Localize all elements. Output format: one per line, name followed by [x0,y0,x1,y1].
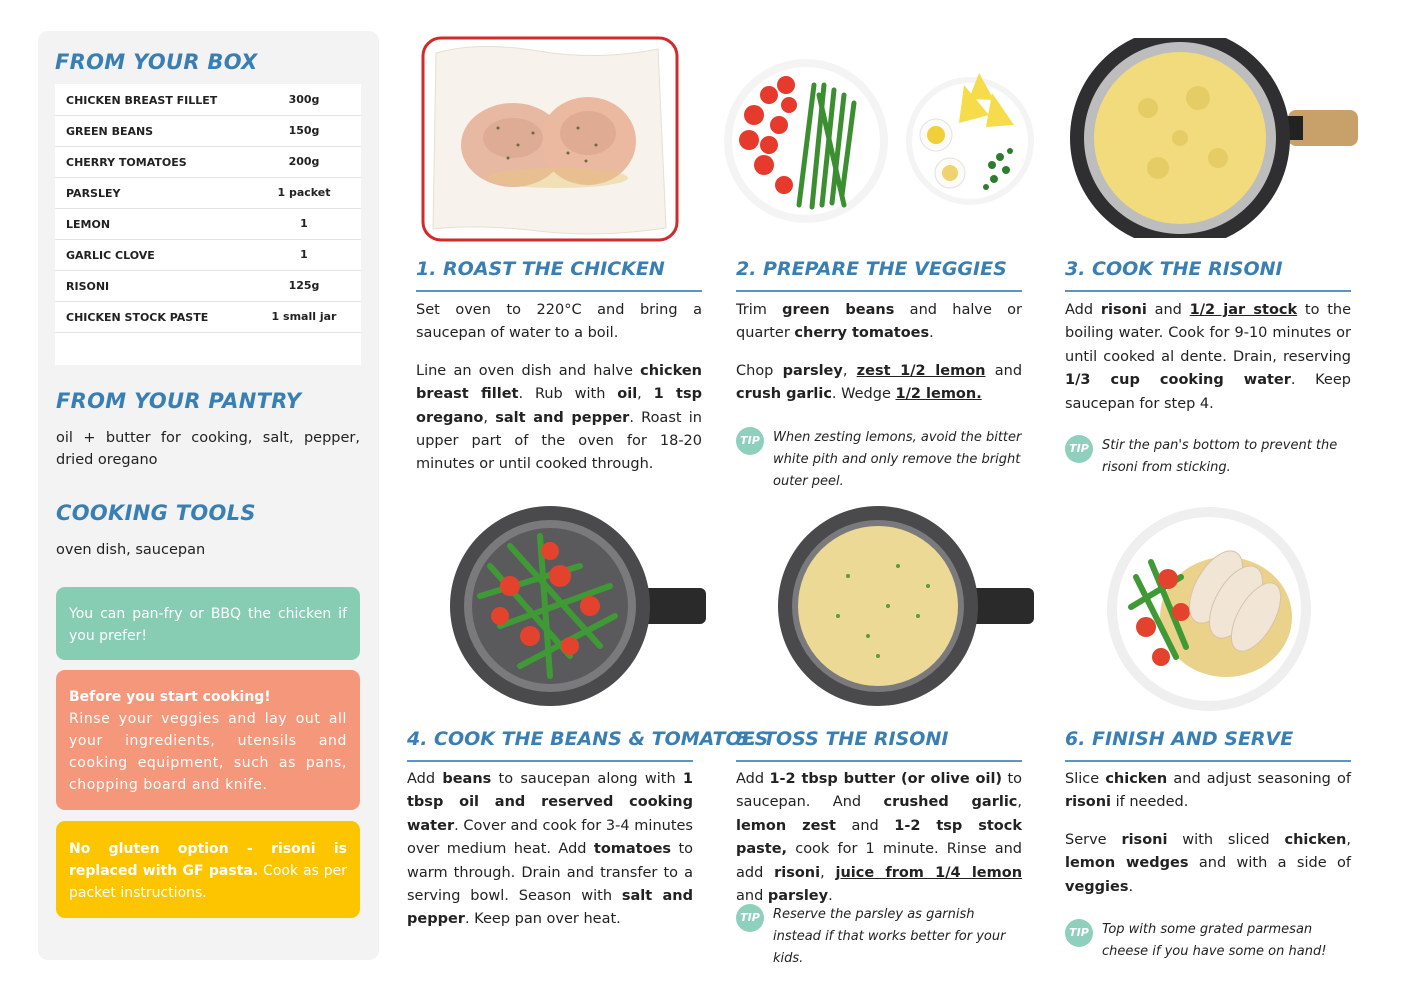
instruction-text: , [483,409,496,426]
instruction-text: and adjust seasoning of [1167,771,1352,787]
tip-text: Reserve the parsley as garnish instead if that works better for your kids. [773,907,1006,966]
ingredient-name: CHICKEN STOCK PASTE [66,311,209,324]
instruction-text: and [985,362,1023,379]
instruction-text: , [1017,794,1022,811]
instruction-text: with sliced [1167,831,1285,848]
step-3-instructions [1065,299,1351,430]
ingredient-row [55,177,361,209]
ingredient-row [55,84,361,116]
bbq-note [56,587,360,660]
bold-ingredient: risoni [1100,302,1147,318]
instruction-text: . [929,325,934,342]
bold-ingredient: 1 tsp oregano [416,386,702,426]
bold-ingredient: chicken [1105,771,1168,787]
ingredients-table [55,84,361,365]
ingredient-quantity: 300g [288,93,320,106]
step-3-divider [1065,290,1351,292]
ingredient-quantity: 150g [288,124,320,137]
cooking-tools-heading: COOKING TOOLS [56,501,256,525]
instruction-paragraph [736,299,1022,346]
underlined-ingredient: juice from 1/4 lemon [835,864,1023,881]
bbq-note-text: You can pan-fry or BBQ the chicken if you prefer! [69,606,347,644]
instruction-text: and with a side of [1188,855,1351,872]
step-5-divider [736,760,1022,762]
instruction-paragraph [407,768,693,932]
ingredient-quantity: 125g [288,279,320,292]
step-6-title: 6. FINISH AND SERVE [1065,728,1294,750]
roast-chicken-photo [418,33,682,245]
tip-text: When zesting lemons, avoid the bitter white pith and only remove the bright outer peel. [773,430,1022,489]
step-1-title: 1. ROAST THE CHICKEN [416,258,665,280]
instruction-text: to saucepan. And [736,771,1022,811]
ingredient-quantity: 1 [300,217,308,230]
ingredient-name: LEMON [66,218,111,231]
bold-ingredient: beans [442,771,492,787]
step-2-divider [736,290,1022,292]
instruction-text: and [1146,302,1190,318]
bold-ingredient: 1 tbsp oil and reserved cooking water [407,771,693,834]
tip-text: Stir the pan's bottom to prevent the risoni from sticking. [1102,438,1338,475]
instruction-text: Line an oven dish and halve [416,362,641,379]
instruction-text: Chop [736,362,783,379]
instruction-text: , [637,386,654,403]
instruction-paragraph [1065,299,1351,416]
ingredient-row [55,270,361,302]
instruction-text: if needed. [1111,794,1189,811]
before-cooking-title: Before you start cooking! [69,689,271,705]
step-1-divider [416,290,702,292]
tip-badge-icon: TIP [1065,919,1093,947]
tip-text: Top with some grated parmesan cheese if you have some on hand! [1102,922,1327,959]
instruction-paragraph [1065,829,1351,899]
step-2-title: 2. PREPARE THE VEGGIES [736,258,1007,280]
instruction-text: . Keep pan over heat. [464,911,621,928]
bold-ingredient: lemon zest [736,817,836,834]
instruction-text: Set oven to 220°C and bring a saucepan of water to a boil. [416,302,702,342]
tossed-risoni-pan-photo [778,506,1036,710]
ingredient-quantity: 200g [288,155,320,168]
instruction-text: . Cover and cook for 3-4 minutes over medium heat. Add [407,817,693,858]
bold-ingredient: salt and pepper [495,409,630,426]
instruction-paragraph [736,768,1022,908]
beans-tomatoes-pan-photo [450,506,708,710]
bold-ingredient: green beans [782,302,895,318]
bold-ingredient: salt and pepper [407,888,694,928]
gluten-option-text: Cook as per packet instructions. [69,863,347,901]
instruction-text: . Rub with [518,386,618,403]
step-5-title: 5. TOSS THE RISONI [736,728,949,750]
ingredient-quantity: 1 packet [277,186,331,199]
bold-ingredient: chicken breast fillet [416,362,702,403]
bold-ingredient: oil [617,386,638,403]
underlined-ingredient: zest 1/2 lemon [856,362,986,379]
ingredient-name: GREEN BEANS [66,125,154,138]
ingredient-row [55,208,361,240]
before-cooking-text: Rinse your veggies and lay out all your ingredients, utensils and cooking equipment, such as pans, chopping board and knife. [69,711,347,793]
instruction-text: Add [736,771,770,787]
instruction-text: to saucepan along with [491,771,683,787]
from-your-pantry-heading: FROM YOUR PANTRY [56,389,302,413]
step-4-divider [407,760,693,762]
step-5-instructions [736,768,1022,922]
ingredient-row [55,146,361,178]
bold-ingredient: crushed garlic [883,794,1018,811]
step-4-title: 4. COOK THE BEANS & TOMATOES [407,728,769,750]
instruction-text: Serve [1065,831,1122,848]
step-3-title: 3. COOK THE RISONI [1065,258,1283,280]
instruction-text: . Keep saucepan for step 4. [1065,372,1351,412]
bold-ingredient: 1-2 tbsp butter (or olive oil) [769,771,1003,787]
risoni-sieve-photo [1068,38,1360,238]
instruction-text: . Roast in upper part of the oven for 18-20 minutes or until cooked through. [416,409,702,473]
tip-badge-icon: TIP [736,427,764,455]
instruction-text: , [1346,831,1351,848]
ingredient-name: RISONI [66,280,110,293]
instruction-text: and halve or quarter [736,302,1023,342]
step-6-instructions [1065,768,1351,913]
before-cooking-note [56,670,360,810]
bold-ingredient: risoni [1065,794,1112,811]
bold-ingredient: lemon wedges [1065,855,1189,872]
step-4-instructions [407,768,693,946]
cooking-tools-text: oven dish, saucepan [56,542,206,558]
underlined-ingredient: 1/2 lemon. [895,386,982,403]
instruction-text: Slice [1065,771,1106,787]
bold-ingredient: risoni [1121,831,1168,848]
from-your-box-heading: FROM YOUR BOX [55,50,258,74]
bold-ingredient: veggies [1065,878,1129,895]
instruction-text: and [736,888,768,905]
bold-ingredient: 1-2 tsp stock paste, [736,817,1022,858]
bold-ingredient: cherry tomatoes [794,325,930,342]
ingredient-row [55,239,361,271]
instruction-text: , [842,362,857,379]
bold-ingredient: parsley [767,888,829,905]
prepared-veggies-photo [724,55,1036,227]
pantry-text: oil + butter for cooking, salt, pepper, dried oregano [56,430,360,468]
bold-ingredient: tomatoes [593,841,672,858]
tip-badge-icon: TIP [736,904,764,932]
ingredient-row [55,301,361,333]
instruction-text: Trim [736,302,783,318]
step-2-instructions [736,299,1022,421]
gluten-option-note [56,821,360,918]
instruction-text: and [835,817,895,834]
instruction-paragraph [416,360,702,477]
instruction-text: Add [407,771,443,787]
gluten-option-bold: No gluten option - risoni is replaced with GF pasta. [69,841,347,879]
instruction-paragraph [416,299,702,346]
ingredient-name: CHERRY TOMATOES [66,156,187,169]
instruction-paragraph [1065,768,1351,815]
ingredient-name: CHICKEN BREAST FILLET [66,94,218,107]
bold-ingredient: crush garlic [736,386,832,403]
step-1-instructions [416,299,702,491]
ingredient-row [55,115,361,147]
instruction-text: to warm through. Drain and transfer to a serving bowl. Season with [407,841,694,905]
instruction-paragraph [736,360,1022,407]
underlined-ingredient: 1/2 jar stock [1189,302,1298,318]
instruction-text: to the boiling water. Cook for 9-10 minutes or until cooked al dente. Drain, reserving [1065,302,1351,365]
ingredient-name: PARSLEY [66,187,121,200]
ingredient-quantity: 1 small jar [271,310,337,323]
step-6-divider [1065,760,1351,762]
instruction-text: . Wedge [831,386,896,403]
bold-ingredient: chicken [1284,831,1347,848]
instruction-text: , [820,864,836,881]
instruction-text: . [828,888,833,905]
instruction-text: Add [1065,302,1101,318]
tip-badge-icon: TIP [1065,435,1093,463]
bold-ingredient: risoni [774,864,821,881]
ingredient-quantity: 1 [300,248,308,261]
instruction-text: cook for 1 minute. Rinse and add [736,841,1022,881]
finished-dish-photo [1106,507,1312,711]
instruction-text: . [1128,878,1134,895]
bold-ingredient: 1/3 cup cooking water [1065,372,1291,389]
ingredient-name: GARLIC CLOVE [66,249,155,262]
bold-ingredient: parsley [782,362,843,379]
